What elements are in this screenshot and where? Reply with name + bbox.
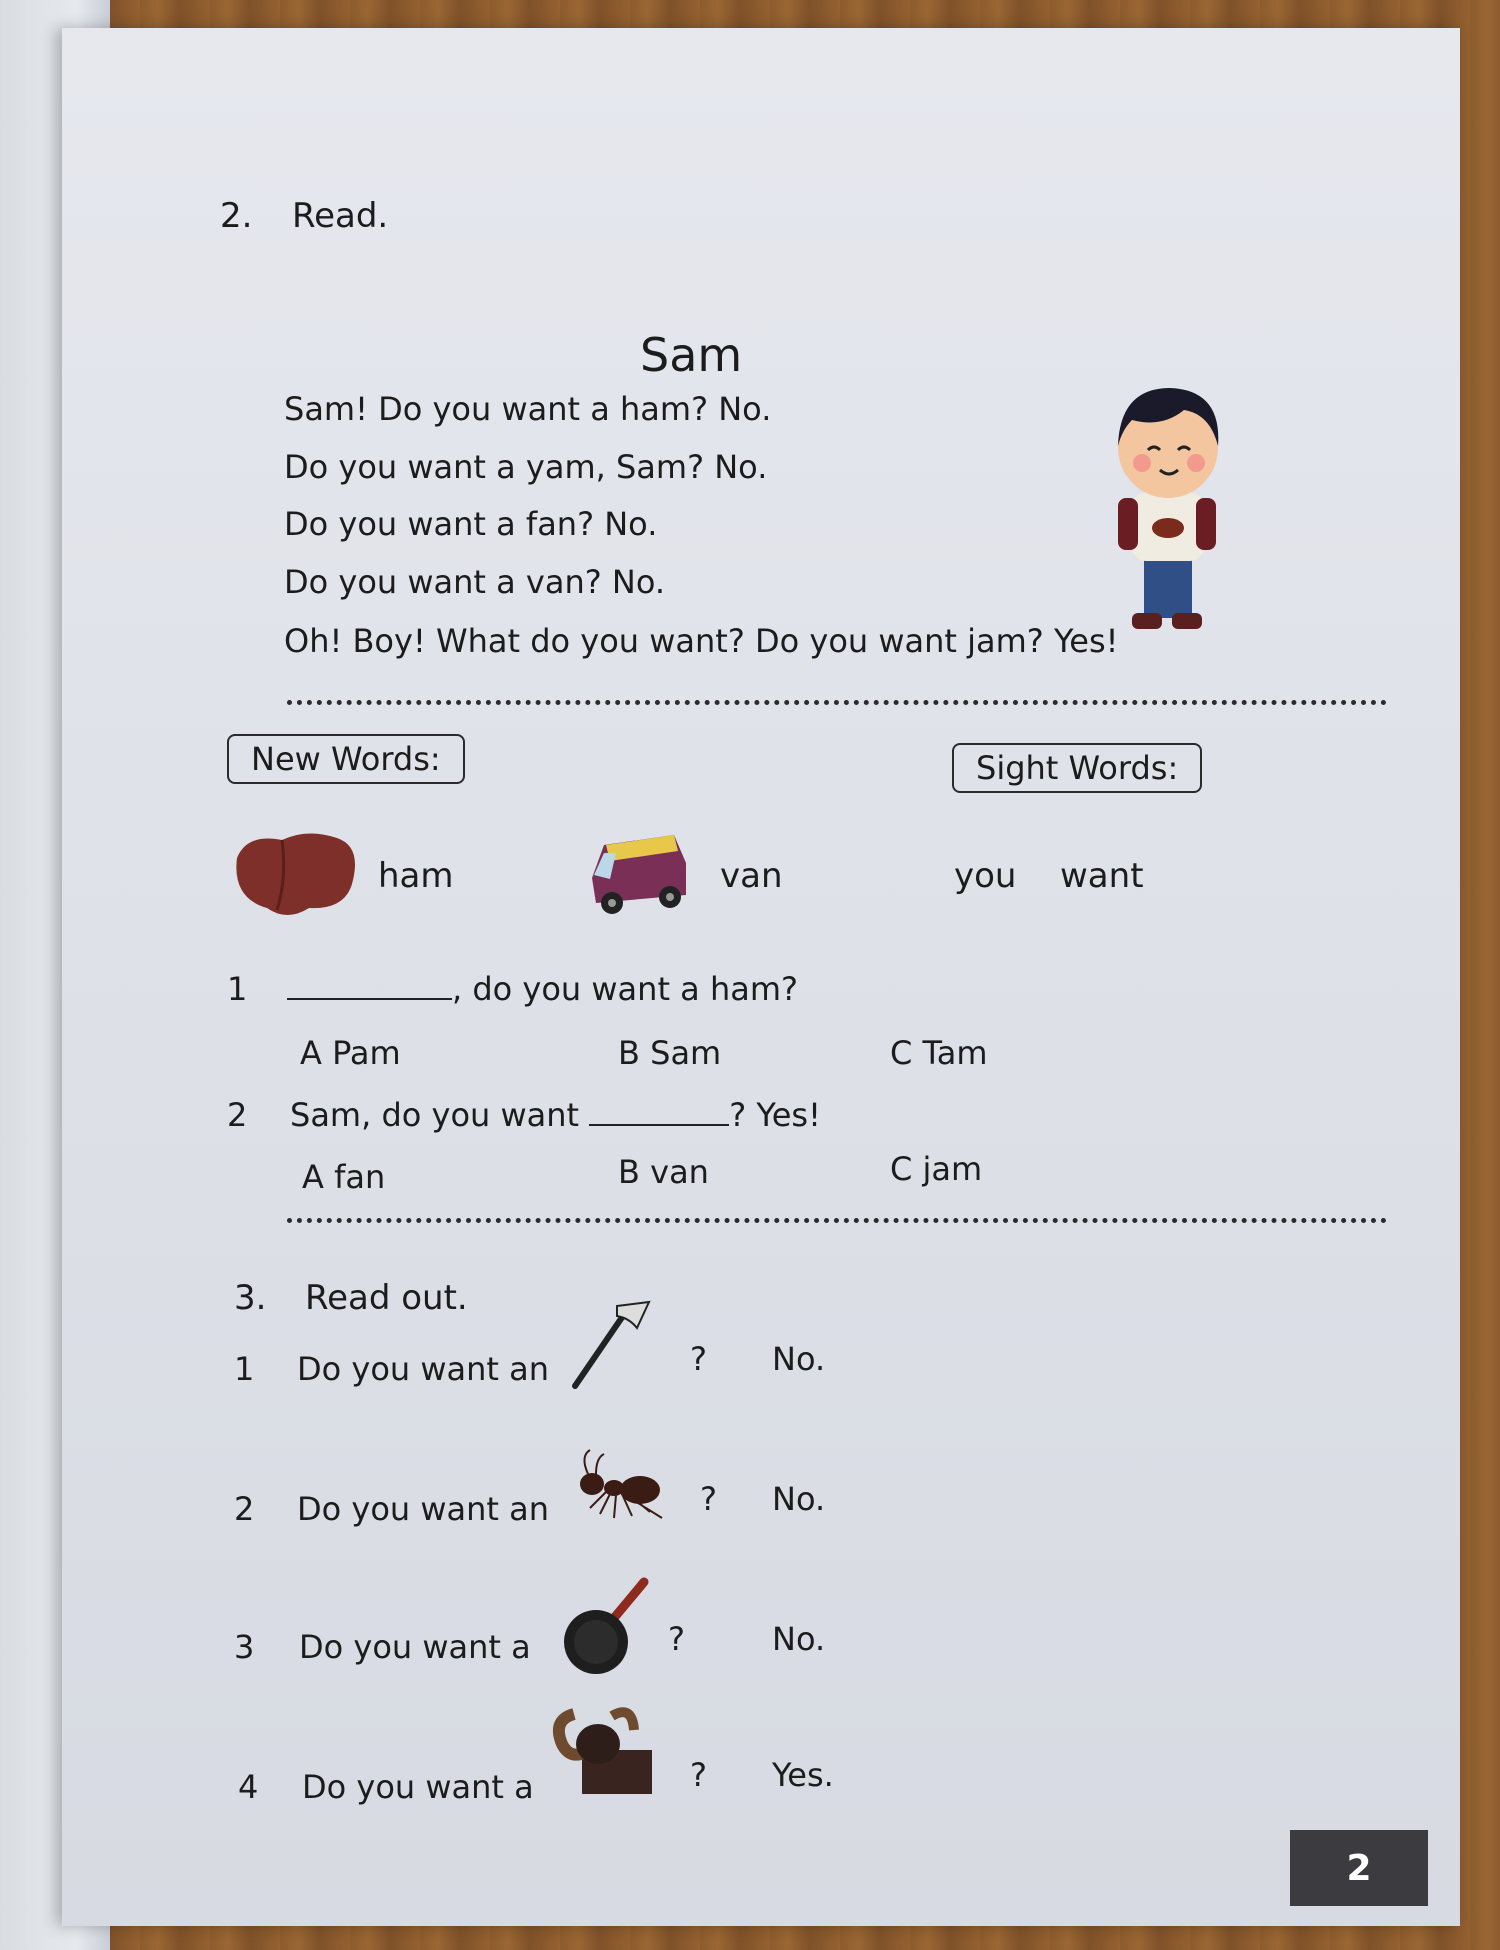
van-icon	[582, 823, 697, 923]
section-divider	[287, 1218, 1387, 1223]
new-words-label: New Words:	[227, 734, 465, 784]
read-out-answer: No.	[772, 1480, 826, 1518]
new-word-ham: ham	[378, 856, 454, 896]
quiz-text-before: Sam, do you want	[290, 1096, 590, 1134]
section3-number: 3.	[234, 1278, 267, 1318]
section-divider	[287, 700, 1387, 705]
question-mark: ?	[668, 1620, 685, 1658]
sight-word-you: you	[954, 856, 1017, 896]
quiz-option[interactable]: B Sam	[618, 1034, 722, 1072]
ham-icon	[227, 828, 362, 918]
quiz-option[interactable]: A Pam	[300, 1034, 401, 1072]
sight-words-label: Sight Words:	[952, 743, 1202, 793]
read-out-text: Do you want a	[302, 1768, 534, 1806]
read-out-text: Do you want an	[297, 1350, 550, 1388]
question-mark: ?	[690, 1340, 707, 1378]
quiz-number: 2	[227, 1096, 248, 1134]
section2-number: 2.	[220, 196, 253, 236]
story-line: Do you want a yam, Sam? No.	[284, 448, 768, 486]
quiz-text-after: ? Yes!	[729, 1096, 821, 1134]
section3-instruction: Read out.	[305, 1278, 468, 1318]
read-out-number: 2	[234, 1490, 255, 1528]
sight-word-want: want	[1060, 856, 1144, 896]
answer-blank[interactable]	[287, 998, 452, 1000]
quiz-option[interactable]: C Tam	[890, 1034, 988, 1072]
story-line: Sam! Do you want a ham? No.	[284, 390, 772, 428]
quiz-option[interactable]: B van	[618, 1153, 709, 1191]
story-line: Oh! Boy! What do you want? Do you want jam? Yes!	[284, 622, 1119, 660]
read-out-answer: Yes.	[772, 1756, 834, 1794]
answer-blank[interactable]	[589, 1124, 729, 1126]
boy-illustration	[1092, 368, 1242, 648]
read-out-text: Do you want a	[299, 1628, 531, 1666]
quiz-option[interactable]: C jam	[890, 1150, 983, 1188]
story-line: Do you want a van? No.	[284, 563, 666, 601]
quiz-text-after: , do you want a ham?	[452, 970, 798, 1008]
axe-icon	[567, 1298, 657, 1393]
question-mark: ?	[690, 1756, 707, 1794]
story-title: Sam	[640, 328, 743, 382]
new-word-van: van	[720, 856, 783, 896]
quiz-option[interactable]: A fan	[302, 1158, 386, 1196]
read-out-number: 1	[234, 1350, 255, 1388]
quiz-question	[287, 970, 798, 1008]
read-out-answer: No.	[772, 1340, 826, 1378]
read-out-number: 3	[234, 1628, 255, 1666]
read-out-answer: No.	[772, 1620, 826, 1658]
ant-icon	[570, 1448, 670, 1528]
pan-icon	[562, 1576, 652, 1676]
read-out-text: Do you want an	[297, 1490, 550, 1528]
question-mark: ?	[700, 1480, 717, 1518]
read-out-number: 4	[238, 1768, 259, 1806]
story-line: Do you want a fan? No.	[284, 505, 658, 543]
quiz-question	[290, 1096, 821, 1134]
page-number: 2	[1290, 1830, 1428, 1906]
quiz-number: 1	[227, 970, 248, 1008]
workbook-page	[62, 28, 1460, 1926]
section2-instruction: Read.	[292, 196, 389, 236]
ram-icon	[552, 1700, 662, 1800]
